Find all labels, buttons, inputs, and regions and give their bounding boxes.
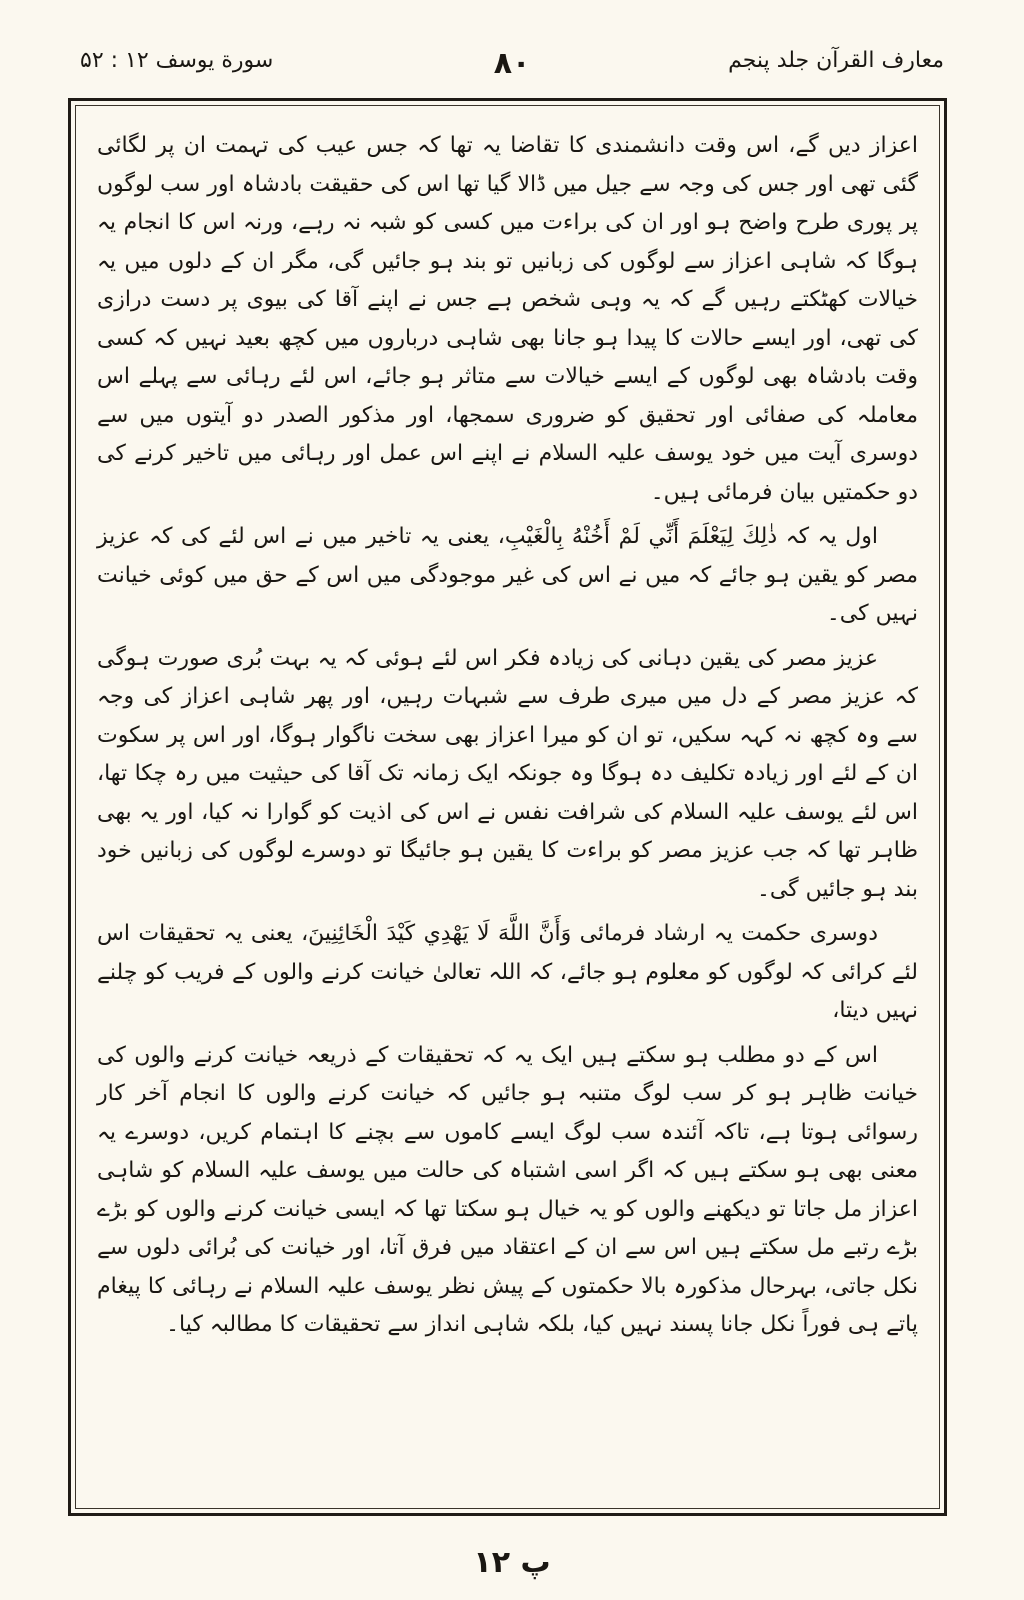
book-title: معارف القرآن جلد پنجم xyxy=(728,48,944,73)
surah-reference: سورة یوسف ۱۲ : ۵۲ xyxy=(80,48,274,73)
page-header xyxy=(80,48,944,88)
paragraph-2: اول یہ کہ ذٰلِكَ لِيَعْلَمَ أَنِّي لَمْ أَخُنْهُ بِالْغَيْبِ، یعنی یہ تاخیر میں نے اس لئے کی کہ عزیز مصر کو یقین ہو جائے کہ میں نے اس کی غیر موجودگی میں اس کے حق میں کوئی خیانت نہیں کی۔ xyxy=(97,524,918,626)
text-body xyxy=(97,127,918,1493)
paragraph-5: اس کے دو مطلب ہو سکتے ہیں ایک یہ کہ تحقیقات کے ذریعہ خیانت کرنے والوں کی خیانت ظاہر ہو کر سب لوگ متنبہ ہو جائیں کہ خیانت کرنے والوں کا انجام آخر کار رسوائی ہوتا ہے، تاکہ آئندہ سب لوگ ایسے کاموں سے بچنے کا اہتمام کریں، دوسرے یہ معنی بھی ہو سکتے ہیں کہ اگر اسی اشتباہ کی حالت میں یوسف علیہ السلام کو شاہی اعزاز مل جاتا تو دیکھنے والوں کو یہ خیال ہو سکتا تھا کہ ایسی خیانت کرنے والوں کو بڑے بڑے رتبے مل سکتے ہیں اس سے ان کے اعتقاد میں فرق آتا، اور خیانت کی بُرائی دلوں سے نکل جاتی، بہرحال مذکورہ بالا حکمتوں کے پیش نظر یوسف علیہ السلام نے رہائی کا پیغام پاتے ہی فوراً نکل جانا پسند نہیں کیا، بلکہ شاہی انداز سے تحقیقات کا مطالبہ کیا۔ xyxy=(97,1042,918,1337)
page-number: ۸۰ xyxy=(493,46,531,81)
paragraph-1: اعزاز دیں گے، اس وقت دانشمندی کا تقاضا یہ تھا کہ جس عیب کی تہمت ان پر لگائی گئی تھی اور جس کی وجہ سے جیل میں ڈالا گیا تھا اس کی حقیقت بادشاہ اور سب لوگوں پر پوری طرح واضح ہو اور ان کی براءت میں کسی کو شبہ نہ رہے، ورنہ اس کا انجام یہ ہوگا کہ شاہی اعزاز سے لوگوں کی زبانیں تو بند ہو جائیں گی، مگر ان کے دلوں میں یہ خیالات کھٹکتے رہیں گے کہ یہ وہی شخص ہے جس نے اپنے آقا کی بیوی پر دست درازی کی تھی، اور ایسے حالات کا پیدا ہو جانا بھی شاہی درباروں میں کچھ بعید نہیں کہ کسی وقت بادشاہ بھی لوگوں کے ایسے خیالات سے متاثر ہو جائے، اس لئے رہائی سے پہلے اس معاملہ کی صفائی اور تحقیق کو ضروری سمجھا، اور مذکور الصدر دو آیتوں میں سے دوسری آیت میں خود یوسف علیہ السلام نے اپنے اس عمل اور رہائی میں تاخیر کرنے کی دو حکمتیں بیان فرمائی ہیں۔ xyxy=(97,133,918,505)
paragraph-4: دوسری حکمت یہ ارشاد فرمائی وَأَنَّ اللَّهَ لَا يَهْدِي كَيْدَ الْخَائِنِينَ، یعنی یہ تحقیقات اس لئے کرائی کہ لوگوں کو معلوم ہو جائے، کہ اللہ تعالیٰ خیانت کرنے والوں کے فریب کو چلنے نہیں دیتا، xyxy=(97,921,918,1023)
para-marker: پ ۱۲ xyxy=(473,1545,551,1580)
page-border xyxy=(68,98,947,1516)
paragraph-3: عزیز مصر کی یقین دہانی کی زیادہ فکر اس لئے ہوئی کہ یہ بہت بُری صورت ہوگی کہ عزیز مصر کے دل میں میری طرف سے شبہات رہیں، اور پھر شاہی اعزاز کی وجہ سے وہ کچھ نہ کہہ سکیں، تو ان کو میرا اعزاز بھی سخت ناگوار ہوگا، اور اس پر سکوت ان کے لئے اور زیادہ تکلیف دہ ہوگا وہ جونکہ ایک زمانہ تک آقا کی حیثیت میں رہ چکا تھا، اس لئے یوسف علیہ السلام کی شرافت نفس نے اس کی اذیت کو گوارا نہ کیا، اور یہ بھی ظاہر تھا کہ جب عزیز مصر کو براءت کا یقین ہو جائیگا تو دوسرے لوگوں کی زبانیں خود بند ہو جائیں گی۔ xyxy=(97,645,918,902)
